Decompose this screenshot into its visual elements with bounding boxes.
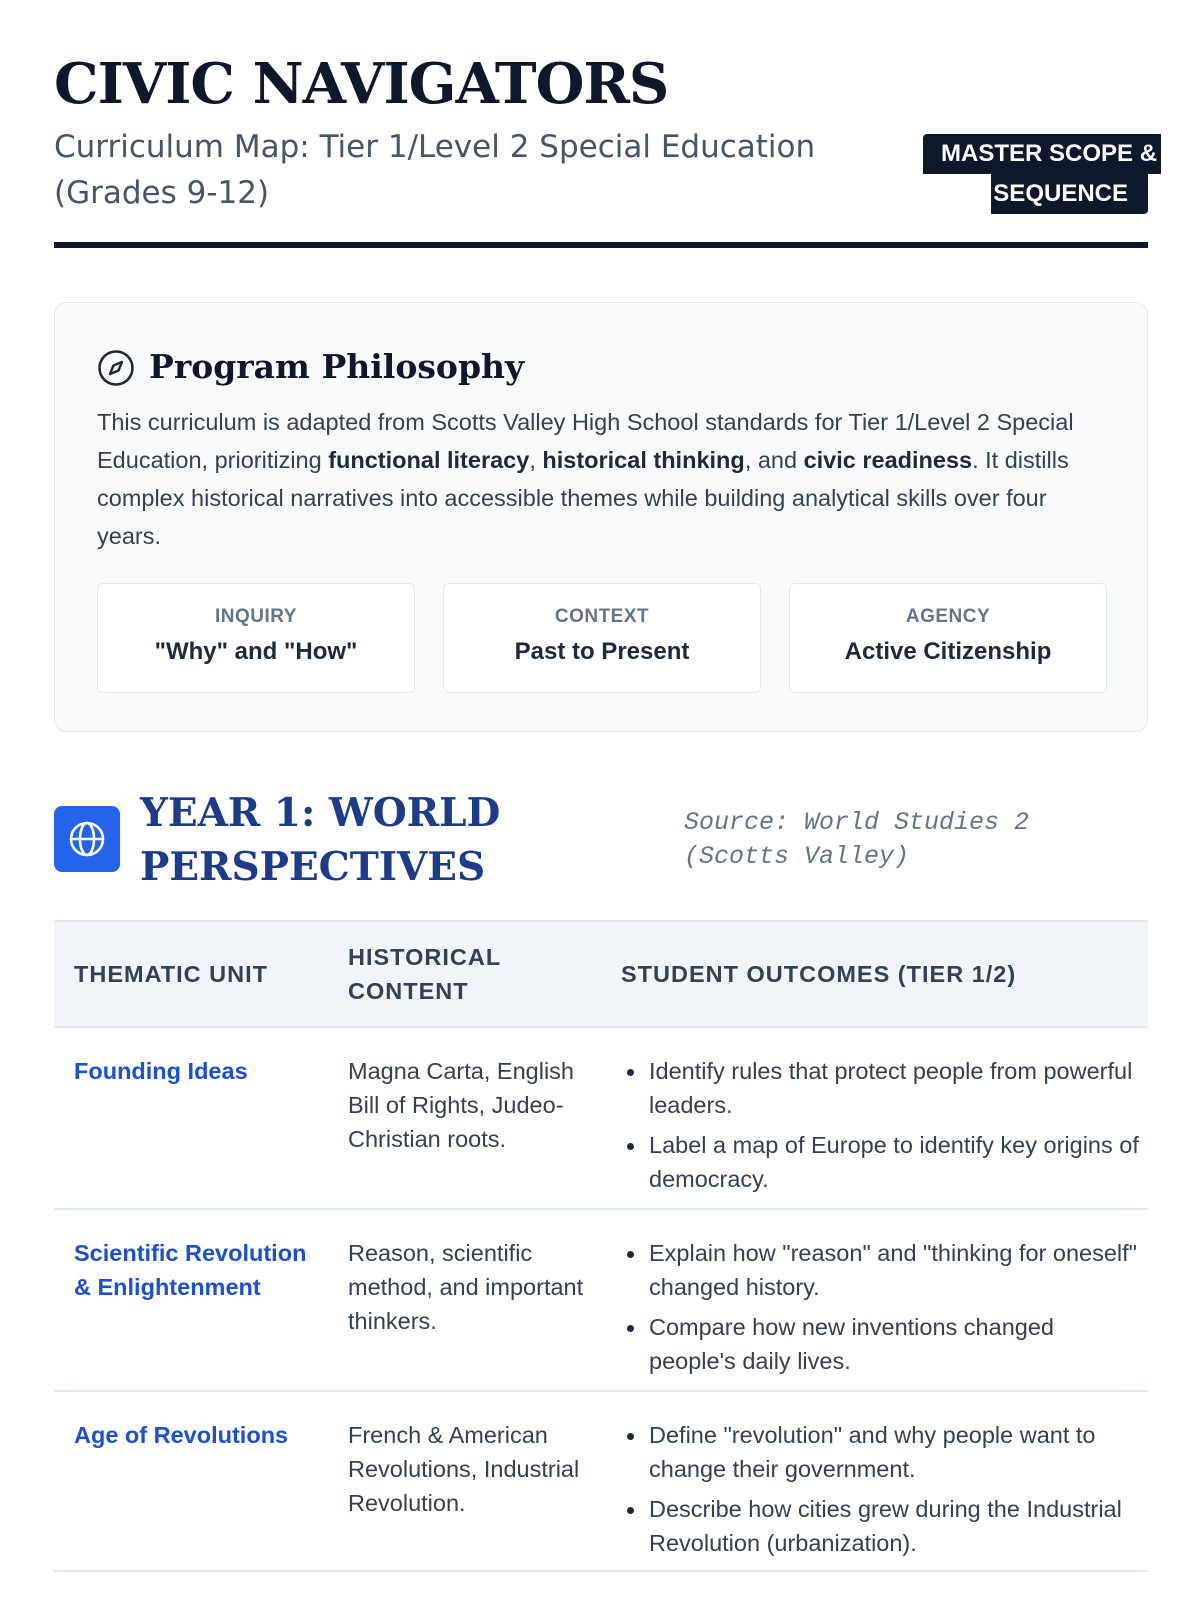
pillar-inquiry (97, 583, 415, 693)
column-header-unit: THEMATIC UNIT (74, 961, 269, 987)
student-outcomes (621, 1418, 1141, 1566)
badge-line-2: SEQUENCE (991, 174, 1148, 214)
outcome-item: Identify rules that protect people from powerful leaders. (621, 1054, 1141, 1122)
pillar-label: INQUIRY (215, 606, 297, 627)
historical-content: Magna Carta, English Bill of Rights, Judeo-Christian roots. (348, 1058, 574, 1152)
unit-name: Age of Revolutions (74, 1422, 289, 1448)
table-row (54, 1392, 1148, 1572)
brand-title: CIVIC NAVIGATORS (54, 51, 669, 117)
pillar-label: CONTEXT (554, 606, 650, 627)
year-1-table (54, 920, 1148, 1572)
outcome-item: Explain how "reason" and "thinking for oneself" changed history. (621, 1236, 1141, 1304)
page-subtitle: Curriculum Map: Tier 1/Level 2 Special Education (Grades 9-12) (54, 129, 816, 211)
philosophy-text-sep: , and (744, 447, 804, 473)
scope-badge (923, 134, 1158, 214)
philosophy-title: Program Philosophy (149, 347, 525, 386)
philosophy-text (97, 403, 1107, 555)
outcome-item: Label a map of Europe to identify key origins of democracy. (621, 1128, 1141, 1196)
student-outcomes (621, 1236, 1141, 1384)
page-header (54, 51, 1158, 248)
philosophy-text-sep: , (529, 447, 543, 473)
pillar-agency (789, 583, 1107, 693)
unit-name: Scientific Revolution & Enlightenment (74, 1240, 307, 1300)
philosophy-text-outro: . It distills complex historical narratives into accessible themes while building analytical skills over four years. (97, 447, 1069, 549)
philosophy-text-intro: This curriculum is adapted from Scotts Valley High School standards for Tier 1/Level 2 Special Education, prioritizing (97, 409, 1074, 473)
outcome-item: Compare how new inventions changed people's daily lives. (621, 1310, 1141, 1378)
emphasis-historical-thinking: historical thinking (542, 447, 745, 473)
table-row (54, 1028, 1148, 1210)
compass-icon (97, 349, 135, 387)
year-1-source: Source: World Studies 2 (Scotts Valley) (684, 808, 1030, 871)
globe-icon (54, 806, 120, 872)
historical-content: French & American Revolutions, Industrial Revolution. (348, 1422, 580, 1516)
pillar-context (443, 583, 761, 693)
year-1-title: YEAR 1: WORLD PERSPECTIVES (140, 790, 501, 890)
pillar-label: AGENCY (905, 606, 991, 627)
column-header-outcomes: STUDENT OUTCOMES (TIER 1/2) (621, 961, 1017, 987)
student-outcomes (621, 1054, 1141, 1202)
pillar-row (97, 583, 1107, 693)
table-row (54, 1210, 1148, 1392)
pillar-value: Past to Present (514, 638, 690, 665)
column-header-content: HISTORICAL CONTENT (348, 944, 501, 1004)
philosophy-card (54, 302, 1148, 732)
pillar-value: "Why" and "How" (154, 638, 358, 665)
outcome-item: Describe how cities grew during the Industrial Revolution (urbanization). (621, 1492, 1141, 1560)
outcome-item: Define "revolution" and why people want to change their government. (621, 1418, 1141, 1486)
table-header (54, 920, 1148, 1028)
historical-content: Reason, scientific method, and important thinkers. (348, 1240, 584, 1334)
badge-line-1: MASTER SCOPE & (923, 134, 1161, 174)
unit-name: Founding Ideas (74, 1058, 248, 1084)
emphasis-functional-literacy: functional literacy (328, 447, 530, 473)
emphasis-civic-readiness: civic readiness (803, 447, 973, 473)
pillar-value: Active Citizenship (844, 638, 1052, 665)
